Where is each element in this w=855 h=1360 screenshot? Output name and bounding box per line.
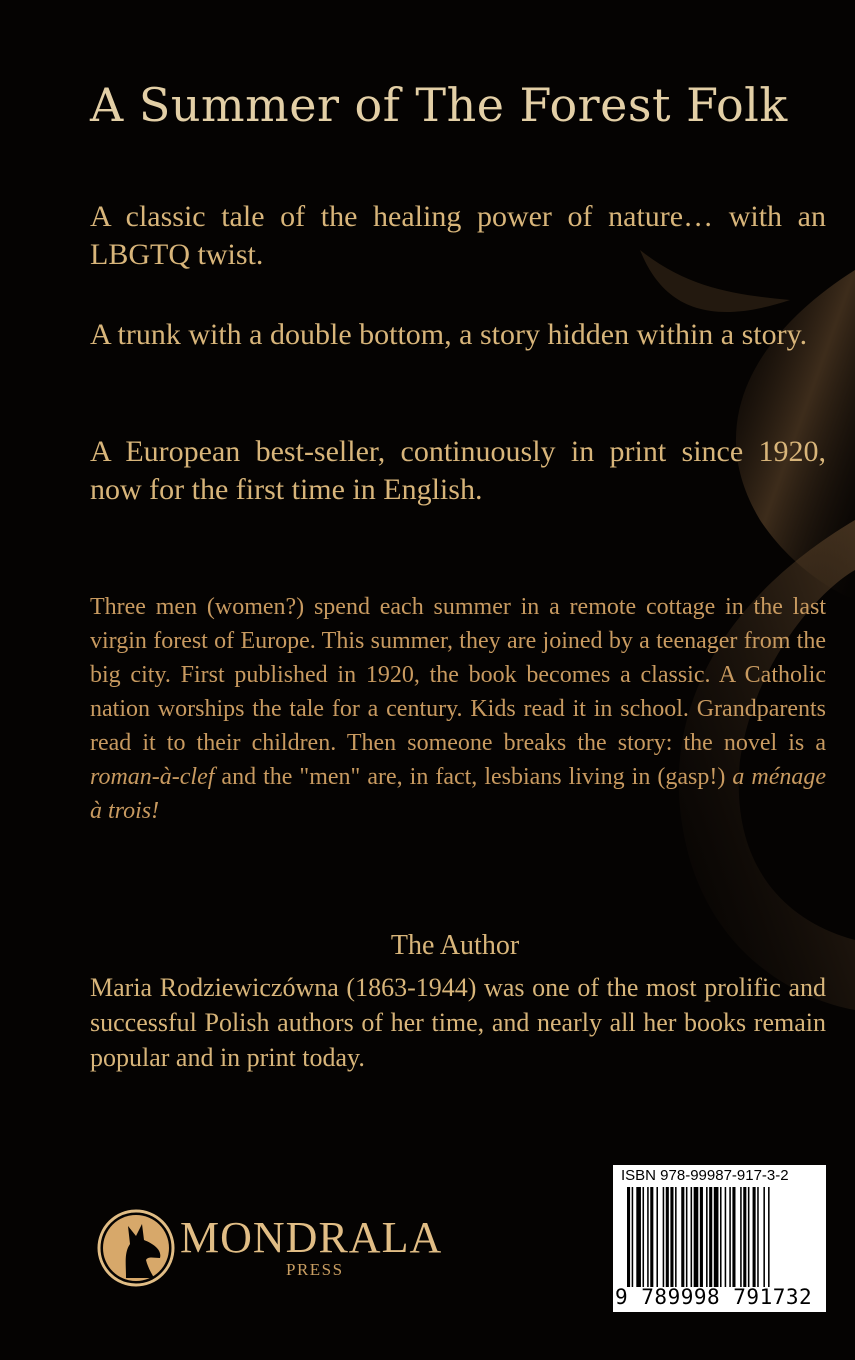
- hook-line-1: A classic tale of the healing power of nature… with an LBGTQ twist.: [90, 200, 826, 271]
- barcode-box: [613, 1165, 826, 1312]
- publisher-sub: PRESS: [286, 1260, 344, 1279]
- blurb-italic-menage: a ménage à trois!: [90, 764, 826, 824]
- blurb-italic-roman-a-clef: roman-à-clef: [90, 764, 215, 790]
- isbn-label: ISBN 978-99987-917-3-2: [621, 1167, 789, 1184]
- blurb-text-mid: and the "men" are, in fact, lesbians living in (gasp!): [214, 764, 733, 790]
- publisher-name: MONDRALA: [180, 1213, 443, 1262]
- hook-line-2: A trunk with a double bottom, a story hidden within a story.: [90, 318, 808, 351]
- author-heading: The Author: [390, 930, 520, 961]
- barcode-digits: 9 789998 791732: [615, 1285, 813, 1309]
- hook-line-3: A European best-seller, continuously in print since 1920, now for the first time in English.: [90, 435, 826, 506]
- publisher-logo-icon: [96, 1208, 176, 1288]
- book-title: A Summer of The Forest Folk: [90, 78, 788, 132]
- blurb-text-main: Three men (women?) spend each summer in a remote cottage in the last virgin forest of Europe. This summer, they are joined by a teenager from the big city. First published in 1920, the book becomes a classic. A Catholic nation worships the tale for a century. Kids read it in school. Grandparents read it to their children. Then someone breaks the story: the novel is a: [90, 594, 826, 756]
- book-blurb: [90, 590, 826, 828]
- barcode-bars: [627, 1187, 817, 1287]
- author-bio: Maria Rodziewiczówna (1863-1944) was one of the most prolific and successful Polish authors of her time, and nearly all her books remain popular and in print today.: [90, 973, 826, 1072]
